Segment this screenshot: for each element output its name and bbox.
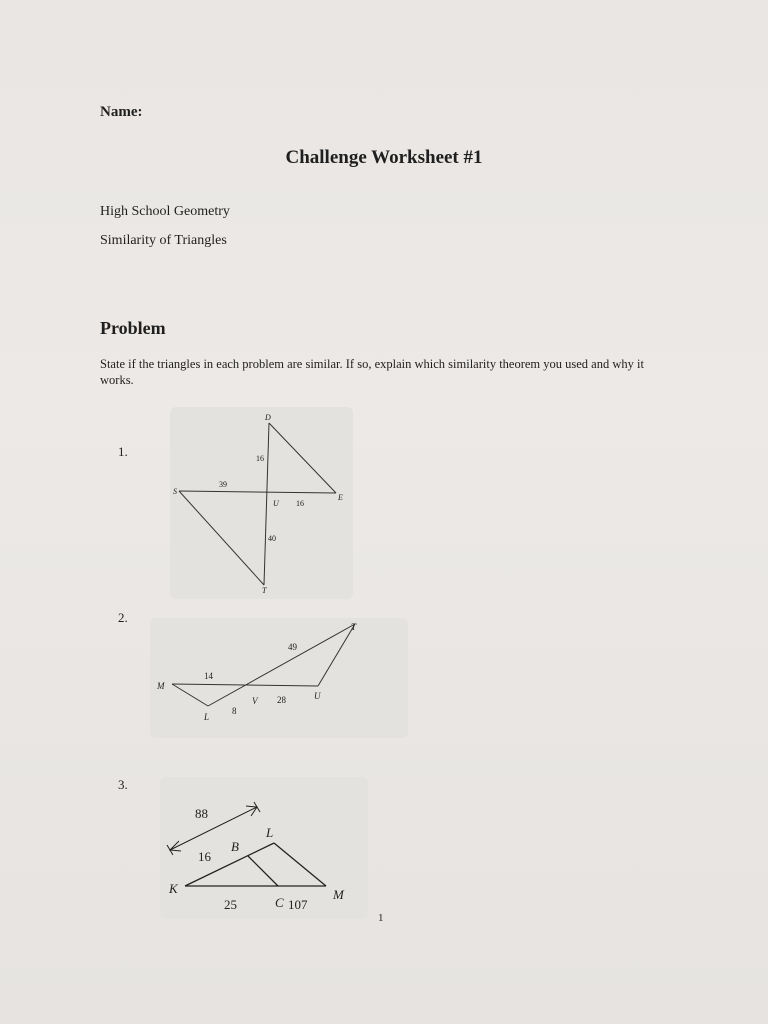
problem-number-1: 1. (118, 444, 128, 459)
vertex-d-label: D (265, 413, 271, 422)
segment-lm (274, 843, 326, 886)
problem-heading: Problem (100, 318, 166, 338)
vertex-m-label: M (157, 681, 165, 691)
vertex-t-label: T (351, 622, 357, 632)
worksheet-title: Challenge Worksheet #1 (285, 147, 483, 168)
vertex-u-label: U (314, 691, 321, 701)
vertex-k-label: K (169, 881, 178, 896)
length-mv: 14 (204, 671, 213, 681)
problem-instructions: State if the triangles in each problem are similar. If so, explain which similarity theorem you used and why it works. (100, 357, 644, 387)
length-kl: 88 (195, 806, 208, 821)
vertex-m-label: M (333, 887, 344, 902)
vertex-v-label: V (252, 696, 258, 706)
length-kb: 16 (198, 849, 211, 864)
topic-name: Similarity of Triangles (100, 233, 227, 248)
segment-bc (248, 856, 278, 886)
segment-se (179, 491, 336, 493)
length-vu: 28 (277, 695, 286, 705)
problem-number-2: 2. (118, 610, 128, 625)
segment-st (179, 491, 264, 585)
figure-1 (170, 407, 353, 599)
segment-lt (208, 624, 355, 706)
length-lv: 8 (232, 706, 237, 716)
figure-2-diagram (150, 618, 408, 738)
vertex-l-label: L (266, 825, 274, 840)
segment-dt (264, 423, 269, 585)
vertex-c-label: C (275, 895, 284, 910)
figure-3-diagram (160, 777, 368, 919)
vertex-l-label: L (204, 712, 210, 722)
figure-2 (150, 618, 408, 738)
length-cm: 107 (288, 897, 308, 912)
course-name: High School Geometry (100, 204, 230, 219)
figure-1-diagram (170, 407, 353, 599)
length-vt: 49 (288, 642, 297, 652)
figure-3 (160, 777, 368, 919)
vertex-e-label: E (338, 493, 343, 502)
vertex-s-label: S (173, 487, 177, 496)
name-label: Name: (100, 104, 143, 120)
length-ut: 40 (268, 534, 276, 543)
length-du: 16 (256, 454, 264, 463)
segment-de (269, 423, 336, 493)
vertex-t-label: T (262, 586, 267, 595)
segment-ml (172, 684, 208, 706)
length-kc: 25 (224, 897, 237, 912)
vertex-u-label: U (273, 499, 279, 508)
page-number: 1 (378, 912, 384, 924)
length-su: 39 (219, 480, 227, 489)
problem-number-3: 3. (118, 777, 128, 792)
dimension-line-88 (170, 807, 257, 850)
length-ue: 16 (296, 499, 304, 508)
vertex-b-label: B (231, 839, 239, 854)
segment-ut (318, 624, 355, 686)
